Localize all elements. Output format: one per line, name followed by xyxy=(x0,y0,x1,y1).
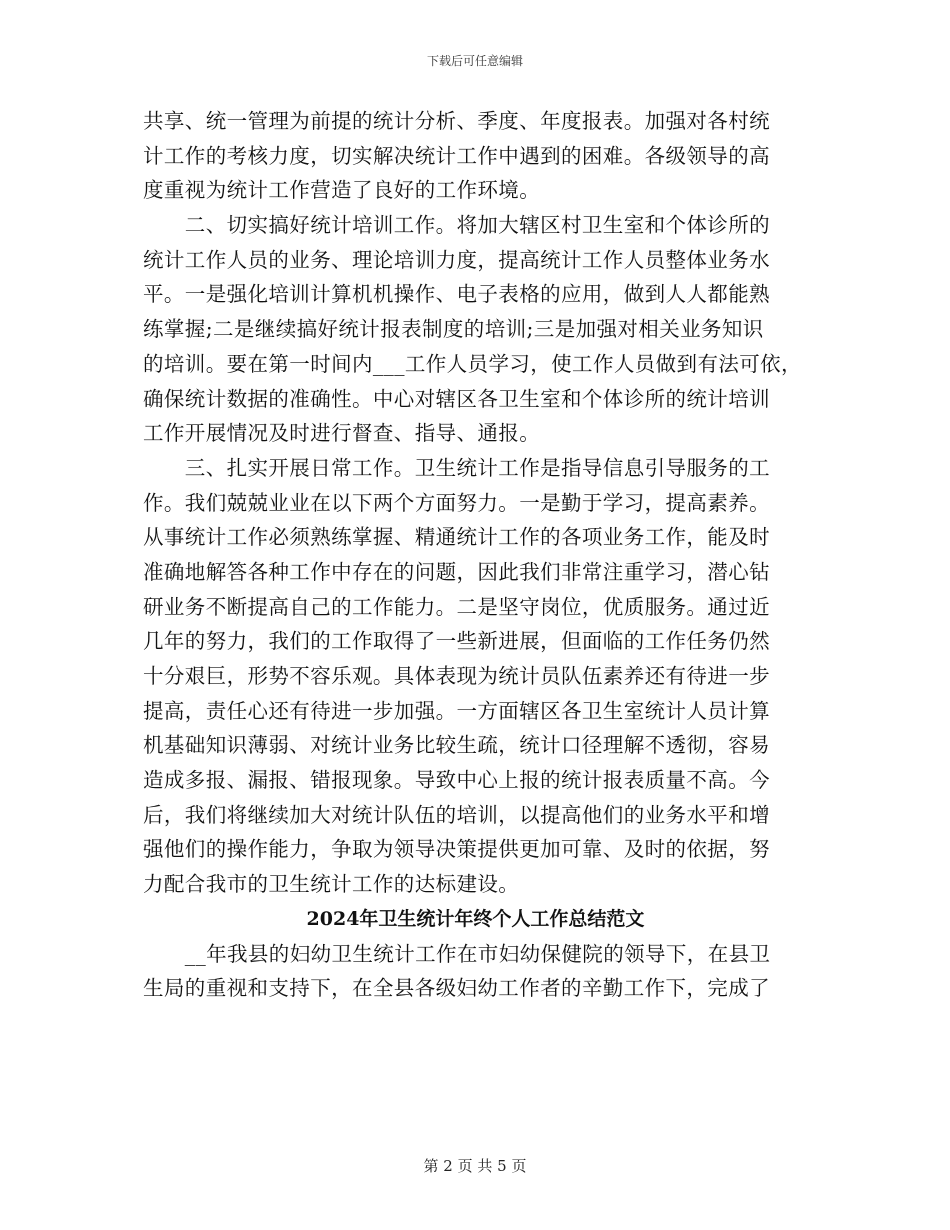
text-line: 力配合我市的卫生统计工作的达标建设。 xyxy=(143,872,520,897)
text-line: 作。我们兢兢业业在以下两个方面努力。一是勤于学习，提高素养。 xyxy=(143,490,770,515)
text-line: 三、扎实开展日常工作。卫生统计工作是指导信息引导服务的工 xyxy=(143,455,770,480)
paragraph-lines-2 xyxy=(143,937,808,1006)
text-line: 确保统计数据的准确性。中心对辖区各卫生室和个体诊所的统计培训 xyxy=(143,386,770,411)
page-footer: 第 2 页 共 5 页 xyxy=(423,1157,527,1175)
text-line: 练掌握;二是继续搞好统计报表制度的培训;三是加强对相关业务知识 xyxy=(143,317,764,342)
text-line: 准确地解答各种工作中存在的问题，因此我们非常注重学习，潜心钻 xyxy=(143,559,770,584)
text-line: 平。一是强化培训计算机机操作、电子表格的应用，做到人人都能熟 xyxy=(143,282,770,307)
text-line: 后，我们将继续加大对统计队伍的培训，以提高他们的业务水平和增 xyxy=(143,802,770,827)
text-line: 研业务不断提高自己的工作能力。二是坚守岗位，优质服务。通过近 xyxy=(143,594,770,619)
text-line: __年我县的妇幼卫生统计工作在市妇幼保健院的领导下，在县卫 xyxy=(143,941,771,966)
text-line: 二、切实搞好统计培训工作。将加大辖区村卫生室和个体诊所的 xyxy=(143,213,770,238)
text-line: 从事统计工作必须熟练掌握、精通统计工作的各项业务工作，能及时 xyxy=(143,525,770,550)
paragraph-lines xyxy=(143,104,808,902)
text-line: 工作开展情况及时进行督查、指导、通报。 xyxy=(143,421,541,446)
section-title: 2024年卫生统计年终个人工作总结范文 xyxy=(306,907,645,930)
text-line: 的培训。要在第一时间内___工作人员学习，使工作人员做到有法可依， xyxy=(143,351,802,376)
text-line: 统计工作人员的业务、理论培训力度，提高统计工作人员整体业务水 xyxy=(143,247,770,272)
text-line: 强他们的操作能力，争取为领导决策提供更加可靠、及时的依据，努 xyxy=(143,837,770,862)
text-line: 十分艰巨，形势不容乐观。具体表现为统计员队伍素养还有待进一步 xyxy=(143,664,770,688)
text-line: 共享、统一管理为前提的统计分析、季度、年度报表。加强对各村统 xyxy=(143,109,770,133)
page-header: 下载后可任意编辑 xyxy=(426,54,523,68)
text-line: 度重视为统计工作营造了良好的工作环境。 xyxy=(143,178,541,203)
text-line: 提高，责任心还有待进一步加强。一方面辖区各卫生室统计人员计算 xyxy=(143,698,770,723)
document-body xyxy=(143,104,808,1006)
text-line: 几年的努力，我们的工作取得了一些新进展，但面临的工作任务仍然 xyxy=(143,629,770,654)
text-line: 造成多报、漏报、错报现象。导致中心上报的统计报表质量不高。今 xyxy=(143,768,770,793)
text-line: 机基础知识薄弱、对统计业务比较生疏，统计口径理解不透彻，容易 xyxy=(143,733,770,758)
text-line: 生局的重视和支持下，在全县各级妇幼工作者的辛勤工作下，完成了 xyxy=(143,976,770,1001)
text-line: 计工作的考核力度，切实解决统计工作中遇到的困难。各级领导的高 xyxy=(143,143,770,168)
